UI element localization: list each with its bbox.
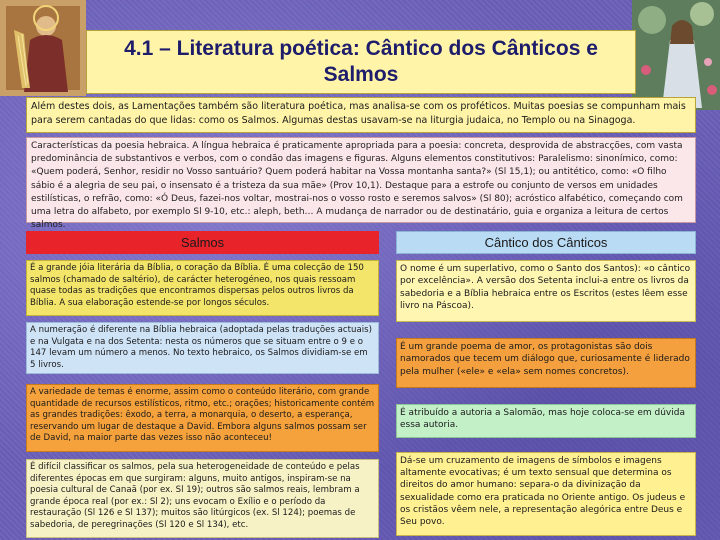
- salmos-cell-2: A numeração é diferente na Bíblia hebraica (adoptada pelas traduções actuais) e na Vulgata e na dos Setenta: nesta os números que se situam entre o 9 e o 147 levam um número a menos. No texto hebraico, os Salmos dividiam-se em 5 livros.: [26, 322, 379, 374]
- woman-in-garden-illustration: [632, 0, 720, 110]
- salmos-cell-1: É a grande jóia literária da Bíblia, o coração da Bíblia. É uma colecção de 150 salmos (chamado de saltério), de carácter heterogéneo, nos quais ressoam quase todas as tradições que encontramos dispersas pelos outros livros da Bíblia. A sua elaboração estende-se por longos séculos.: [26, 260, 379, 316]
- title-banner: [86, 30, 636, 94]
- hebrew-poetry-features: Características da poesia hebraica. A língua hebraica é praticamente apropriada para a poesia: concreta, desprovida de abstracções, com vasta predominância de substantivos e verbos, com o condão das imagens e figuras. Alguns elementos constitutivos: Paralelismo: sinonímico, como: «Quem poderá, Senhor, residir no Vosso santuário? Quem poderá habitar na Vossa montanha santa?» (Sl 15,1); ou antitético, como: «O filho sábio é a alegria de seu pai, o insensato é a tristeza da sua mãe» (Prov 10,1). Destaque para a estrofe ou conjunto de versos em unidades estilísticas, o refrão, como: «Ó Deus, fazei-nos voltar, mostrai-nos o vosso rosto e seremos salvos» (Sl 80); acróstico alfabético, começando com uma letra do alfabeto, por exemplo Sl 9-10, etc.: aleph, beth… A mudança de narrador ou de destinatário, guia e organiza a leitura de certos salmos.: [26, 137, 696, 223]
- cantico-cell-3: É atribuído a autoria a Salomão, mas hoje coloca-se em dúvida essa autoria.: [396, 404, 696, 438]
- cantico-cell-2: É um grande poema de amor, os protagonistas são dois namorados que tecem um diálogo que, curiosamente é liderado pela mulher («ele» e «ela» sem nomes concretos).: [396, 338, 696, 388]
- page-title: 4.1 – Literatura poética: Cântico dos Cânticos e Salmos: [124, 37, 598, 86]
- salmos-cell-3: A variedade de temas é enorme, assim como o conteúdo literário, com grande quantidade de recursos estilísticos, ritmo, etc.; orações; historicamente contém as grandes tradições: êxodo, a terra, a monarquia, o deserto, a esperança, reservando um lugar de destaque a David. Embora alguns salmos possam ser de David, na maior parte das vezes isso não aconteceu!: [26, 384, 379, 452]
- cantico-header: Cântico dos Cânticos: [396, 231, 696, 254]
- harpist-illustration: [0, 0, 86, 96]
- salmos-cell-4: É difícil classificar os salmos, pela sua heterogeneidade de conteúdo e pelas diferentes épocas em que surgiram: alguns, muito antigos, inspiram-se na poesia cultural de Canaã (por ex. Sl 19); outros são salmos reais, lembram a grande época real (por ex.: Sl 2); uns evocam o Exílio e o período da restauração (Sl 126 e Sl 137); muitos são litúrgicos (ex. Sl 124); poemas de sabedoria, de peregrinações (Sl 120 e Sl 134), etc.: [26, 459, 379, 538]
- cantico-cell-1: O nome é um superlativo, como o Santo dos Santos): «o cântico por excelência». A versão dos Setenta inclui-a entre os livros da sabedoria e a Bíblia hebraica entre os Escritos (estes lêem esse livro na Páscoa).: [396, 260, 696, 322]
- salmos-header: Salmos: [26, 231, 379, 254]
- intro-paragraph: Além destes dois, as Lamentações também são literatura poética, mas analisa-se com os proféticos. Muitas poesias se compunham mais para serem cantadas do que lidas: como os Salmos. Algumas destas usavam-se na liturgia judaica, no Templo ou na Sinagoga.: [26, 97, 696, 133]
- cantico-cell-4: Dá-se um cruzamento de imagens de símbolos e imagens altamente evocativas; é um texto sensual que determina os direitos do amor humano: separa-o da divinização da sexualidade como era praticada no Oriente antigo. Os judeus e os cristãos vêem nele, a representação alegórica entre Deus e Seu povo.: [396, 452, 696, 536]
